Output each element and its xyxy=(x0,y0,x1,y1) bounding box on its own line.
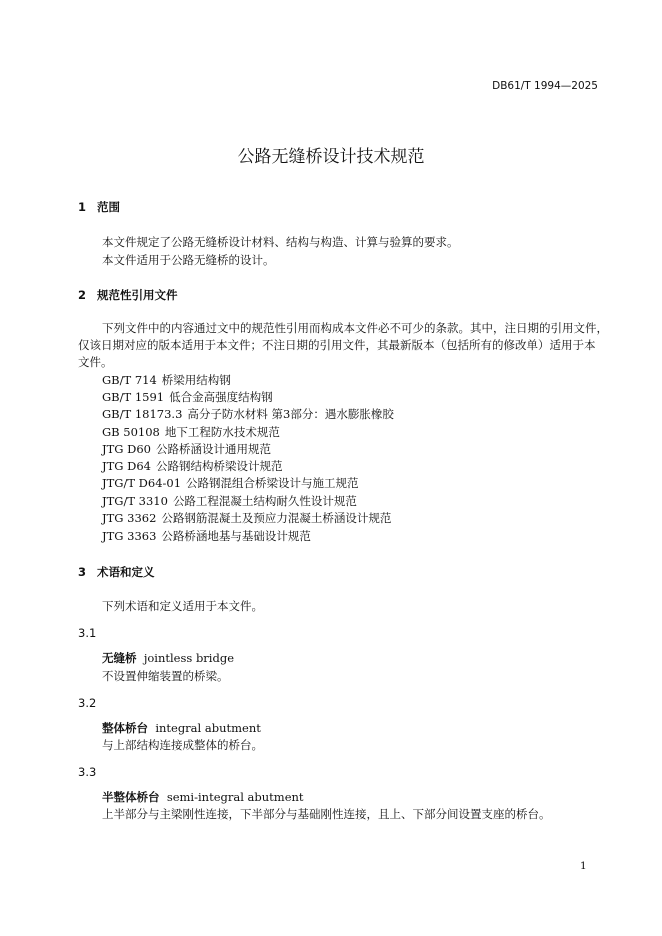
term-english: semi-integral abutment xyxy=(166,790,304,804)
reference-item xyxy=(102,372,231,388)
reference-item xyxy=(102,458,282,474)
paragraph-line: 下列文件中的内容通过文中的规范性引用而构成本文件必不可少的条款。其中，注日期的引用文件， xyxy=(102,321,608,335)
reference-title: 公路钢混组合桥梁设计与施工规范 xyxy=(186,476,359,490)
standard-number: DB61/T 1994—2025 xyxy=(492,80,598,92)
reference-title: 低合金高强度结构钢 xyxy=(169,390,273,404)
term-chinese: 无缝桥 xyxy=(102,651,137,665)
term-definition: 与上部结构连接成整体的桥台。 xyxy=(102,738,263,752)
reference-code: GB/T 1591 xyxy=(102,390,165,404)
section-title: 规范性引用文件 xyxy=(97,288,178,302)
term-entry xyxy=(102,789,304,805)
paragraph: 本文件适用于公路无缝桥的设计。 xyxy=(102,253,275,267)
reference-code: JTG/T 3310 xyxy=(102,494,168,508)
paragraph: 本文件规定了公路无缝桥设计材料、结构与构造、计算与验算的要求。 xyxy=(102,235,459,249)
paragraph-line: 文件。 xyxy=(78,355,113,369)
reference-code: GB 50108 xyxy=(102,425,160,439)
section-number: 2 xyxy=(78,288,87,302)
section-number: 1 xyxy=(78,200,87,214)
term-entry xyxy=(102,720,261,736)
term-english: jointless bridge xyxy=(143,651,235,665)
reference-item xyxy=(102,406,394,422)
reference-code: JTG D64 xyxy=(102,459,151,473)
term-definition: 不设置伸缩装置的桥梁。 xyxy=(102,669,229,683)
reference-title: 桥梁用结构钢 xyxy=(161,373,231,387)
section-number: 3 xyxy=(78,565,87,579)
term-chinese: 整体桥台 xyxy=(102,721,148,735)
section-title: 术语和定义 xyxy=(97,565,155,579)
reference-title: 地下工程防水技术规范 xyxy=(164,425,280,439)
reference-title: 公路钢筋混凝土及预应力混凝土桥涵设计规范 xyxy=(161,511,392,525)
reference-item xyxy=(102,424,280,440)
term-number: 3.1 xyxy=(78,626,97,640)
term-definition: 上半部分与主梁刚性连接，下半部分与基础刚性连接，且上、下部分间设置支座的桥台。 xyxy=(102,807,551,821)
term-english: integral abutment xyxy=(155,721,261,735)
reference-title: 公路桥涵设计通用规范 xyxy=(155,442,271,456)
reference-code: GB/T 18173.3 xyxy=(102,407,183,421)
term-chinese: 半整体桥台 xyxy=(102,790,160,804)
section-title: 范围 xyxy=(97,200,120,214)
reference-code: JTG 3363 xyxy=(102,529,157,543)
term-number: 3.3 xyxy=(78,765,97,779)
paragraph: 下列术语和定义适用于本文件。 xyxy=(102,599,263,613)
paragraph-line: 仅该日期对应的版本适用于本文件；不注日期的引用文件，其最新版本（包括所有的修改单）适用于本 xyxy=(78,338,596,352)
reference-title: 公路工程混凝土结构耐久性设计规范 xyxy=(172,494,357,508)
reference-item xyxy=(102,475,359,491)
section-3-heading xyxy=(78,564,155,580)
reference-code: JTG 3362 xyxy=(102,511,157,525)
section-1-heading xyxy=(78,199,120,215)
reference-item xyxy=(102,493,357,509)
section-2-heading xyxy=(78,287,178,303)
reference-item xyxy=(102,441,271,457)
reference-title: 公路钢结构桥梁设计规范 xyxy=(155,459,283,473)
reference-item xyxy=(102,510,391,526)
reference-code: GB/T 714 xyxy=(102,373,157,387)
reference-code: JTG D60 xyxy=(102,442,151,456)
page-number: 1 xyxy=(580,860,587,872)
reference-code: JTG/T D64-01 xyxy=(102,476,182,490)
reference-title: 公路桥涵地基与基础设计规范 xyxy=(161,529,311,543)
page-title: 公路无缝桥设计技术规范 xyxy=(237,147,425,167)
reference-item xyxy=(102,389,273,405)
term-number: 3.2 xyxy=(78,696,97,710)
term-entry xyxy=(102,650,234,666)
reference-item xyxy=(102,528,311,544)
reference-title: 高分子防水材料 第3部分：遇水膨胀橡胶 xyxy=(187,407,394,421)
